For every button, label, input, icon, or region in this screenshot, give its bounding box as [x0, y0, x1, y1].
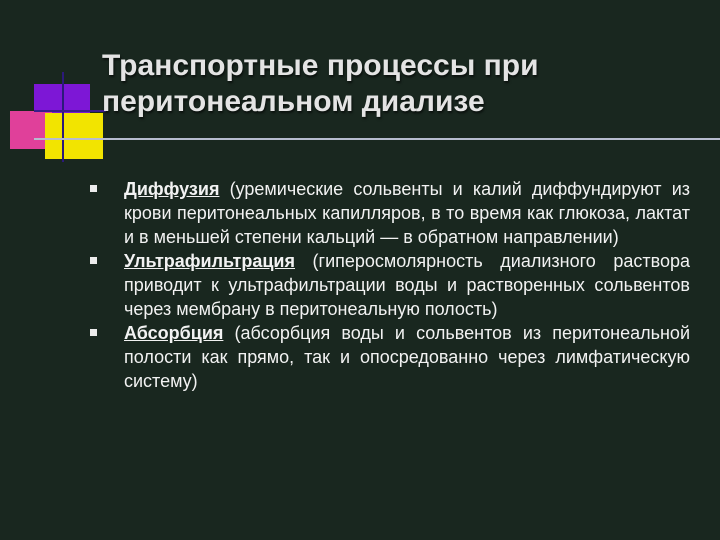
- term-ultrafiltration: Ультрафильтрация: [124, 251, 295, 271]
- item-text: (гиперосмолярность диализного раствора приводит к ультрафильтрации воды и растворенных сольвентов через мембрану в перитонеальную полость): [124, 251, 690, 319]
- bullet-square-icon: [90, 257, 97, 264]
- bullet-list: [90, 177, 690, 393]
- title-line-1: Транспортные процессы при: [102, 49, 539, 82]
- bullet-square-icon: [90, 329, 97, 336]
- decor-short-line: [34, 110, 106, 112]
- term-diffusion: Диффузия: [124, 179, 220, 199]
- list-item-diffusion: [90, 177, 690, 249]
- list-item-ultrafiltration: [90, 249, 690, 321]
- bullet-square-icon: [90, 185, 97, 192]
- title-underline: [34, 138, 720, 140]
- item-text: (абсорбция воды и сольвентов из перитонеальной полости как прямо, так и опосредованно через лимфатическую систему): [124, 323, 690, 391]
- slide-title: [102, 48, 702, 120]
- list-item-absorption: [90, 321, 690, 393]
- decor-vertical-line: [62, 72, 64, 162]
- decor-yellow-square: [45, 113, 103, 159]
- title-line-2: перитонеальном диализе: [102, 85, 485, 118]
- item-text: (уремические сольвенты и калий диффундируют из крови перитонеальных капилляров, в то время как глюкоза, лактат и в меньшей степени кальций — в обратном направлении): [124, 179, 690, 247]
- term-absorption: Абсорбция: [124, 323, 224, 343]
